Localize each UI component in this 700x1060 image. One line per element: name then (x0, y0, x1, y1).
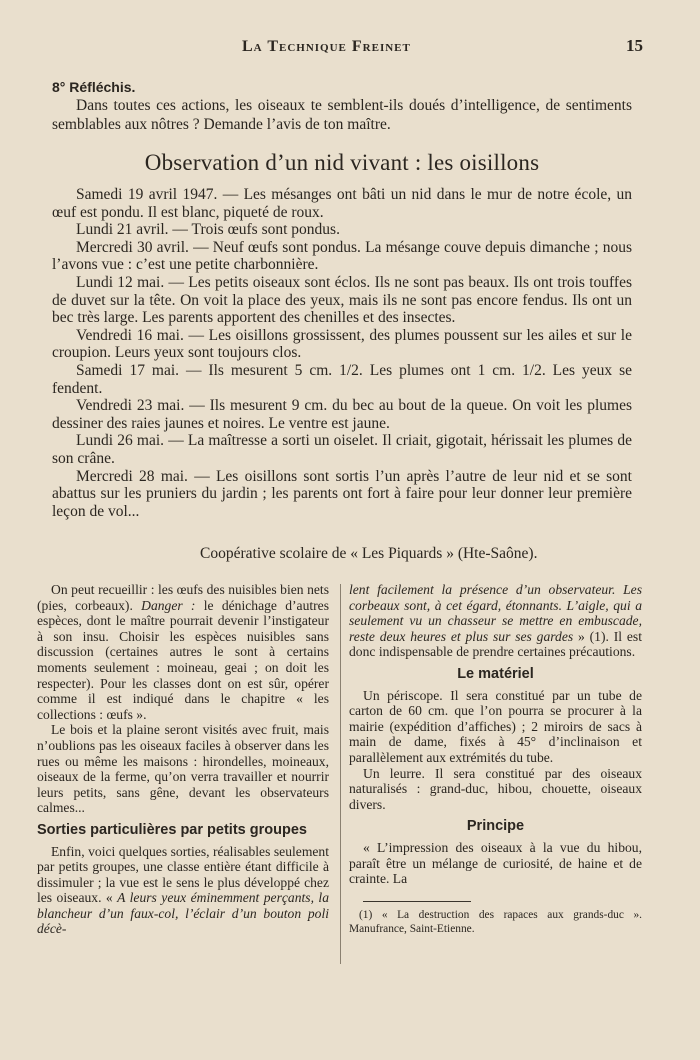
right-column (349, 582, 642, 936)
column-divider (340, 584, 341, 964)
paragraph: Le bois et la plaine seront visités avec fruit, mais n’oublions pas les oiseaux faciles à observer dans les rues ou même les maisons : hirondelles, moineaux, oiseaux de la ferme, qu’on verra travailler et nourrir leurs petits, sans gêne, devant les observateurs calmes... (37, 722, 329, 816)
paragraph (349, 582, 642, 660)
text-run: » (1). Il est donc indispensable de prendre certaines précautions. (349, 628, 642, 660)
diary-entry: Vendredi 23 mai. — Ils mesurent 9 cm. du bec au bout de la queue. On voit les plumes dessiner des raies jaunes et noires. Le ventre est jaune. (52, 397, 632, 432)
diary-entry: Vendredi 16 mai. — Les oisillons grossissent, des plumes poussent sur les ailes et sur le croupion. Leurs yeux sont toujours clos. (52, 326, 632, 362)
running-title: La Technique Freinet (242, 38, 411, 55)
paragraph: « L’impression des oiseaux à la vue du hibou, paraît être un mélange de curiosité, de haine et de crainte. La (349, 839, 642, 887)
diary-entry: Mercredi 30 avril. — Neuf œufs sont pondus. La mésange couve depuis dimanche ; nous l’avons vue : c’est une petite charbonnière. (52, 238, 632, 274)
diary-entry: Lundi 21 avril. — Trois œufs sont pondus. (76, 221, 340, 239)
signature: Coopérative scolaire de « Les Piquards » (Hte-Saône). (200, 545, 538, 562)
text-run: Enfin, voici quelques sorties, réalisables seulement par petits groupes, une classe entière étant difficile à dissimuler ; la vue est le sens le plus développé chez les oiseaux. « (37, 843, 329, 906)
text-run: le dénichage d’autres espèces, dont le maître pourrait devenir l’instigateur à son insu. Choisir les espèces nuisibles sans discussion (certaines autres le sont à certains moments seulement : moineau, geai ; on doit les respecter). Pour les classes dont on est sûr, opérer comme il est indiqué dans le chapitre « les collections : œufs ». (37, 597, 329, 722)
quote-text: lent facilement la présence d’un observateur. Les corbeaux sont, à cet égard, étonnants. L’aigle, qui a seulement vu un chasseur se mettre en embuscade, reste deux heures et plus sur ses gardes (349, 582, 642, 644)
section-heading: Principe (466, 818, 525, 835)
footnote-rule (363, 901, 471, 902)
danger-label: Danger : (141, 597, 196, 613)
paragraph: Un périscope. Il sera constitué par un tube de carton de 60 cm. que l’on pourra se procurer à la mairie (expédition d’affiches) ; 2 miroirs de sacs à main de dame, fixés à 45° d’inclinaison et parallèlement aux extrémités du tube. (349, 687, 642, 765)
diary-entry: Samedi 19 avril 1947. — Les mésanges ont bâti un nid dans le mur de notre école, un œuf est pondu. Il est blanc, piqueté de roux. (52, 186, 632, 221)
observation-title: Observation d’un nid vivant : les oisillons (144, 150, 540, 175)
section-8-heading: 8° Réfléchis. (52, 79, 136, 95)
diary-entry: Mercredi 28 mai. — Les oisillons sont sortis l’un après l’autre de leur nid et se sont abattus sur les pruniers du jardin ; les parents ont fort à faire pour leur donner leur première leçon de vol... (52, 467, 632, 520)
quote-text: A leurs yeux éminemment perçants, la blancheur d’un faux-col, l’éclair d’un bouton poli décè- (37, 890, 329, 937)
left-column (37, 582, 329, 937)
diary-entry: Lundi 12 mai. — Les petits oiseaux sont éclos. Ils ne sont pas beaux. Ils ont trois touffes de duvet sur la tête. On voit la place des yeux, mais ils ne sont pas encore fendus. Ils ont un bec très large. Les parents apportent des chenilles et des insectes. (52, 273, 632, 327)
diary-entry: Lundi 26 mai. — La maîtresse a sorti un oiselet. Il criait, gigotait, hérissait les plumes de son crâne. (52, 432, 632, 467)
paragraph (37, 582, 329, 722)
section-8-text: Dans toutes ces actions, les oiseaux te semblent-ils doués d’intelligence, de sentiments semblables aux nôtres ? Demande l’avis de ton maître. (52, 97, 632, 133)
section-8 (52, 79, 632, 134)
running-head (52, 36, 643, 58)
diary-entry: Samedi 17 mai. — Ils mesurent 5 cm. 1/2. Les plumes ont 1 cm. 1/2. Les yeux se fendent. (52, 361, 632, 397)
paragraph (37, 844, 329, 938)
paragraph: Un leurre. Il sera constitué par des oiseaux naturalisés : grand-duc, hibou, chouette, oiseaux divers. (349, 765, 642, 812)
text-run: On peut recueillir : les œufs des nuisibles bien nets (pies, corbeaux). (37, 582, 329, 613)
section-heading: Le matériel (457, 665, 534, 682)
diary-entries (52, 186, 632, 520)
footnote: (1) « La destruction des rapaces aux grands-duc ». Manufrance, Saint-Etienne. (349, 908, 642, 935)
section-heading: Sorties particulières par petits groupes (37, 821, 307, 838)
page-number: 15 (626, 36, 643, 55)
